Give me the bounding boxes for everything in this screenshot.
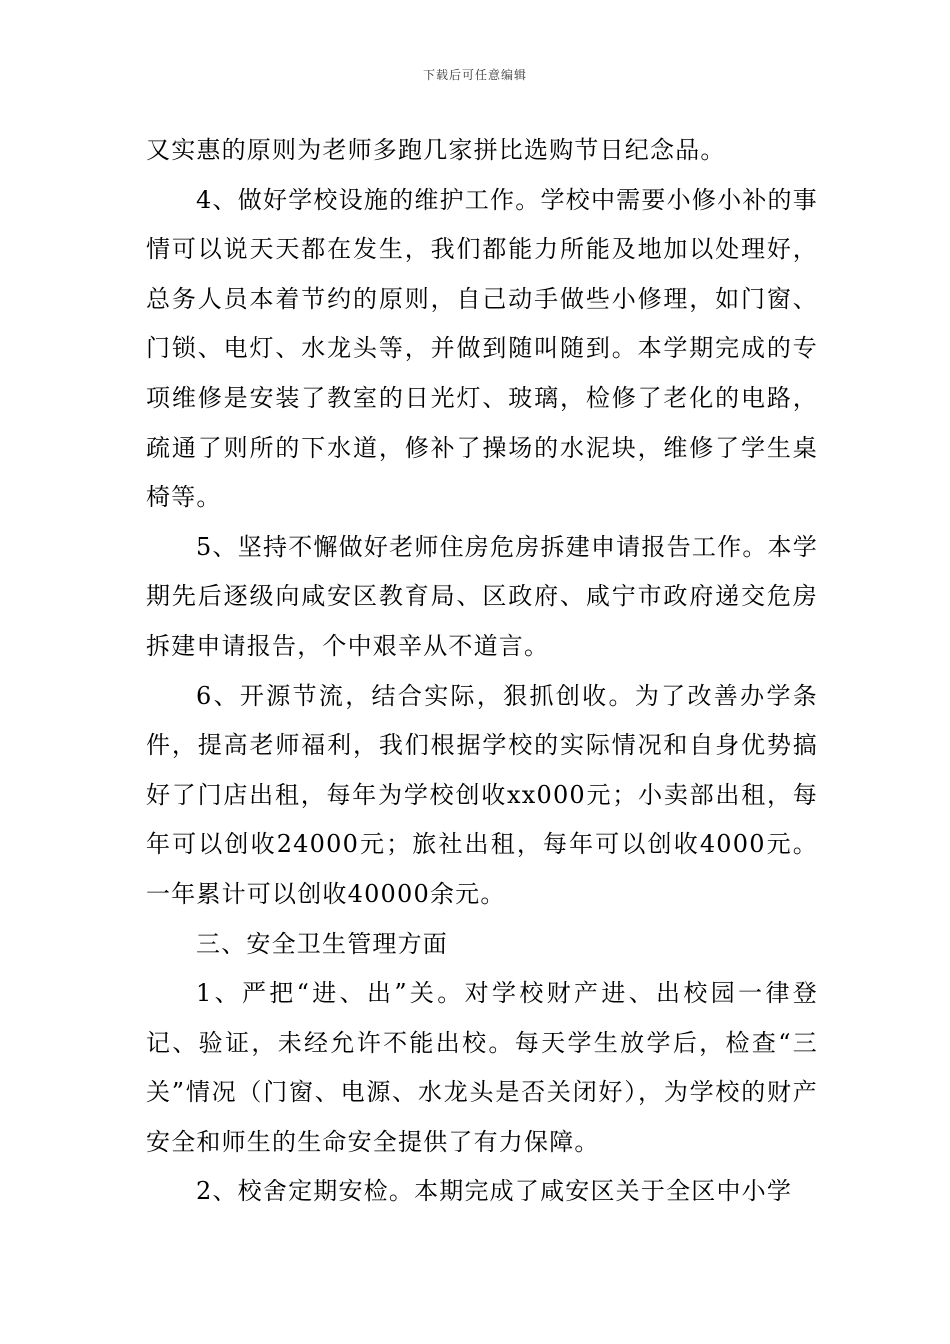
paragraph-item-5: 5、坚持不懈做好老师住房危房拆建申请报告工作。本学期先后逐级向咸安区教育局、区政府、咸宁市政府递交危房拆建申请报告，个中艰辛从不道言。 xyxy=(146,532,818,660)
paragraph-safety-2: 2、校舍定期安检。本期完成了咸安区关于全区中小学 xyxy=(196,1177,793,1206)
paragraph-item-6: 6、开源节流，结合实际，狠抓创收。为了改善办学条件，提高老师福利，我们根据学校的实际情况和自身优势搞好了门店出租，每年为学校创收xx000元；小卖部出租，每年可以创收24000元；旅社出租，每年可以创收4000元。一年累计可以创收40000余元。 xyxy=(146,681,818,908)
paragraph-safety-1: 1、严把“进、出”关。对学校财产进、出校园一律登记、验证，未经允许不能出校。每天学生放学后，检查“三关”情况（门窗、电源、水龙头是否关闭好），为学校的财产安全和师生的生命安全提供了有力保障。 xyxy=(146,979,818,1156)
paragraph-item-4: 4、做好学校设施的维护工作。学校中需要小修小补的事情可以说天天都在发生，我们都能力所能及地加以处理好，总务人员本着节约的原则，自己动手做些小修理，如门窗、门锁、电灯、水龙头等，并做到随叫随到。本学期完成的专项维修是安装了教室的日光灯、玻璃，检修了老化的电路，疏通了则所的下水道，修补了操场的水泥块，维修了学生桌椅等。 xyxy=(146,185,818,512)
page-header: 下载后可任意编辑 xyxy=(422,68,527,82)
document-body xyxy=(146,126,818,1217)
section-heading-safety: 三、安全卫生管理方面 xyxy=(196,929,448,958)
paragraph-continuation: 又实惠的原则为老师多跑几家拼比选购节日纪念品。 xyxy=(146,136,726,164)
